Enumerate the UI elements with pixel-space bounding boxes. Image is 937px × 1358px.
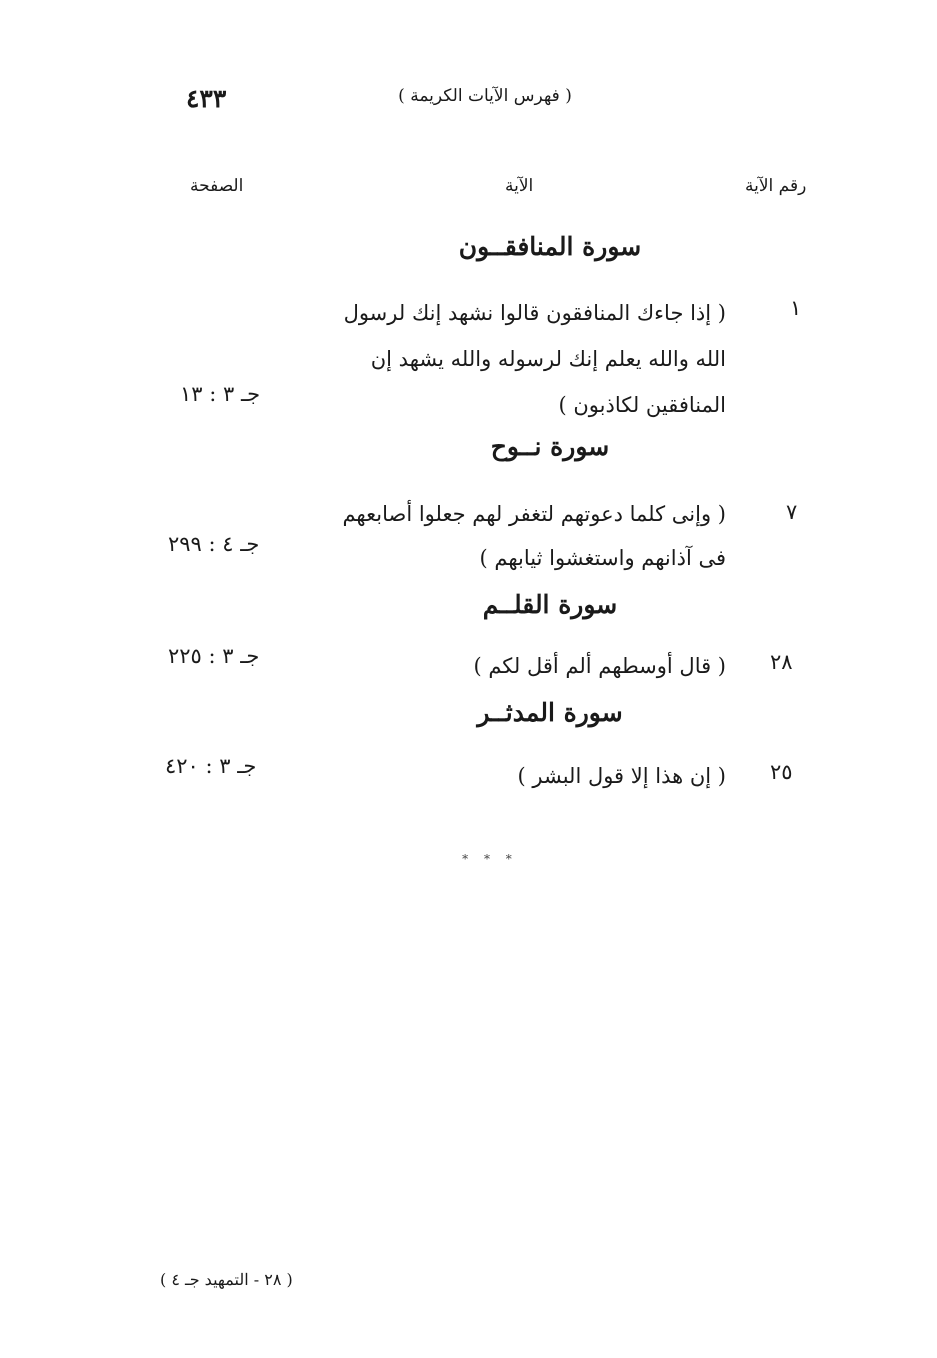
running-title: ( فهرس الآيات الكريمة ) (398, 86, 572, 106)
page-reference: جـ ٣ : ٤٢٠ (165, 754, 257, 778)
verse-line: الله والله يعلم إنك لرسوله والله يشهد إن (370, 347, 726, 371)
verse-line: فى آذانهم واستغشوا ثيابهم ) (479, 546, 726, 570)
page-number: ٤٣٣ (186, 84, 227, 113)
surah-heading-muddaththir: سورة المدثــر (477, 698, 623, 727)
section-separator: * * * (462, 852, 518, 866)
verse-number: ١ (790, 296, 802, 320)
verse-number: ٢٥ (770, 760, 793, 784)
verse-text (320, 754, 726, 798)
column-heading-page: الصفحة (190, 176, 244, 196)
verse-line: المنافقين لكاذبون ) (558, 393, 726, 417)
verse-line: ( وإنى كلما دعوتهم لتغفر لهم جعلوا أصابعهم (342, 502, 726, 526)
verse-line: ( إن هذا إلا قول البشر ) (517, 764, 726, 788)
page-reference: جـ ٣ : ١٣ (180, 382, 261, 406)
verse-number: ٢٨ (770, 650, 793, 674)
verse-line: ( قال أوسطهم ألم أقل لكم ) (473, 654, 726, 678)
page-reference: جـ ٤ : ٢٩٩ (168, 532, 260, 556)
verse-text (320, 492, 726, 580)
verse-number: ٧ (786, 500, 798, 524)
verse-line: ( إذا جاءك المنافقون قالوا نشهد إنك لرسول (343, 301, 726, 325)
surah-heading-nuh: سورة نــوح (490, 432, 610, 461)
signature-mark: ( ٢٨ - التمهيد جـ ٤ ) (160, 1270, 293, 1289)
surah-heading-qalam: سورة القلــم (482, 590, 618, 619)
surah-heading-munafiqun: سورة المنافقــون (458, 232, 642, 261)
column-heading-verse-number: رقم الآية (745, 176, 807, 196)
verse-text (320, 290, 726, 428)
page-reference: جـ ٣ : ٢٢٥ (168, 644, 260, 668)
verse-text (320, 644, 726, 688)
column-heading-verse: الآية (505, 176, 534, 196)
